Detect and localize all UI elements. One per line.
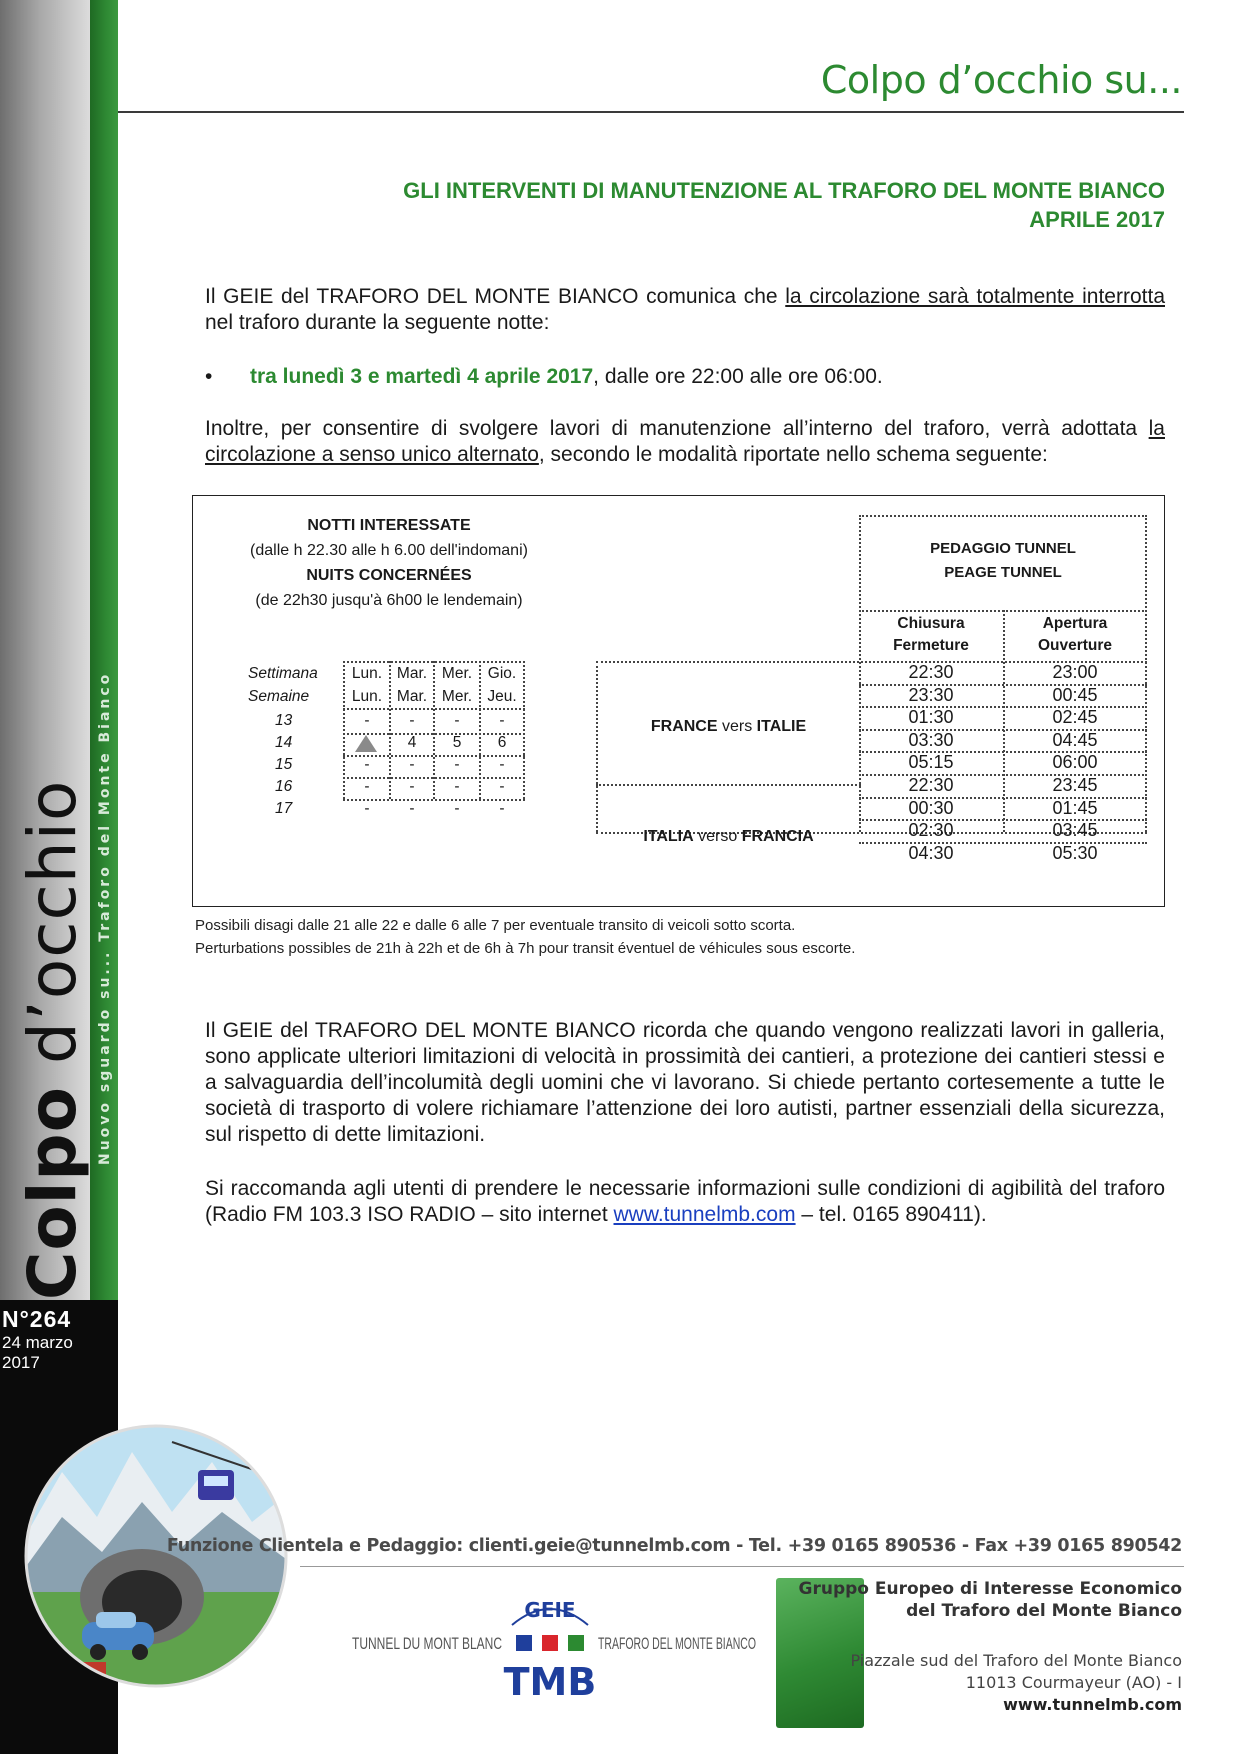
day-value: - <box>409 756 415 773</box>
closing-time: 23:30 <box>908 684 954 705</box>
week-number: 14 <box>275 734 293 751</box>
paragraph-closure <box>205 284 1165 336</box>
close-label-fr: Fermeture <box>893 637 969 654</box>
opening-time: 23:45 <box>1052 775 1098 795</box>
nights-fr-title: NUITS CONCERNÉES <box>306 567 472 584</box>
footer-website[interactable]: www.tunnelmb.com <box>1003 1695 1182 1714</box>
p4-suffix: – tel. 0165 890411). <box>795 1203 987 1226</box>
note-italian: Possibili disagi dalle 21 alle 22 e dalle 6 alle 7 per eventuale transito di veicoli sotto scorta. <box>195 917 796 934</box>
closing-time: 03:30 <box>908 729 954 750</box>
day-value: - <box>409 800 415 817</box>
day-value: - <box>454 800 460 817</box>
vertical-brand-title: Colpo d’occhio <box>14 779 91 1300</box>
org-line-2: del Traforo del Monte Bianco <box>906 1601 1182 1621</box>
organization-name <box>799 1578 1183 1622</box>
day-value: - <box>364 756 370 773</box>
grid-line <box>343 708 525 710</box>
p1-suffix: nel traforo durante la seguente notte: <box>205 311 550 334</box>
paragraph-alternating <box>205 416 1165 468</box>
opening-time: 03:45 <box>1052 820 1098 841</box>
vertical-tagline: Nuovo sguardo su... Traforo del Monte Bianco <box>97 671 113 1165</box>
day-header-fr: Mer. <box>441 688 473 705</box>
p1-text: Il GEIE del TRAFORO DEL MONTE BIANCO comunica che <box>205 285 786 308</box>
bullet-dot-icon: • <box>205 365 213 388</box>
day-value: - <box>409 712 415 729</box>
header-divider <box>118 111 1184 113</box>
logo-right-text: TRAFORO DEL MONTE BIANCO <box>598 1634 756 1653</box>
day-value: - <box>499 778 505 795</box>
document-subtitle: APRILE 2017 <box>1029 207 1165 232</box>
footer-contact: Funzione Clientela e Pedaggio: clienti.geie@tunnelmb.com - Tel. +39 0165 890536 - Fax +39 0165 890542 <box>166 1536 1182 1556</box>
closing-time: 00:30 <box>908 797 954 818</box>
org-line-1: Gruppo Europeo di Interesse Economico <box>798 1579 1182 1599</box>
dir1-verso: vers <box>717 718 757 735</box>
note-french: Perturbations possibles de 21h à 22h et de 6h à 7h pour transit éventuel de véhicules sous escorte. <box>195 940 856 957</box>
direction-france-italy <box>596 718 861 736</box>
week-label-it: Settimana <box>248 665 318 682</box>
nights-it-title: NOTTI INTERESSATE <box>307 517 471 534</box>
day-header-fr: Jeu. <box>487 688 517 705</box>
week-label-fr: Semaine <box>248 688 310 705</box>
dir2-from: ITALIA <box>643 828 694 845</box>
address-line-1: Piazzale sud del Traforo del Monte Bianco <box>850 1651 1182 1670</box>
issue-date: 24 marzo <box>2 1333 73 1352</box>
issue-number: N°264 <box>2 1306 72 1332</box>
logo-left-text: TUNNEL DU MONT BLANC <box>352 1634 502 1653</box>
nights-fr-sub: (de 22h30 jusqu'à 6h00 le lendemain) <box>255 592 523 609</box>
dir2-verso: verso <box>693 828 742 845</box>
logo-geie-text: GEIE <box>524 1598 576 1622</box>
schedule-table <box>192 495 1165 907</box>
geie-tmb-logo <box>352 1585 762 1705</box>
day-header-it: Mar. <box>396 665 428 682</box>
closing-time: 05:15 <box>908 752 954 773</box>
day-value: - <box>454 712 460 729</box>
week-number: 17 <box>275 800 293 817</box>
p2-text: Inoltre, per consentire di svolgere lavori di manutenzione all’interno del traforo, verrà adottata <box>205 417 1149 440</box>
toll-title-it: PEDAGGIO TUNNEL <box>930 540 1076 557</box>
organization-address <box>850 1636 1182 1716</box>
closing-time: 22:30 <box>908 662 954 682</box>
opening-time: 05:30 <box>1052 842 1098 863</box>
closing-time: 02:30 <box>908 820 954 841</box>
open-label-fr: Ouverture <box>1037 637 1113 654</box>
opening-time: 01:45 <box>1052 797 1098 818</box>
bullet-hours: , dalle ore 22:00 alle ore 06:00. <box>593 365 883 388</box>
footer-divider <box>300 1566 1184 1567</box>
logo-tmb-text: TMB <box>503 1660 597 1704</box>
closing-time: 04:30 <box>908 842 954 863</box>
dir2-to: FRANCIA <box>741 828 814 845</box>
grid-line <box>343 661 525 663</box>
document-title: GLI INTERVENTI DI MANUTENZIONE AL TRAFORO DEL MONTE BIANCO <box>403 178 1165 203</box>
warning-triangle-icon <box>355 735 377 752</box>
week-number: 16 <box>275 778 293 795</box>
header-title: Colpo d’occhio su... <box>820 58 1182 102</box>
p1-underlined: la circolazione sarà totalmente interrotta <box>785 285 1165 308</box>
tunnel-illustration <box>22 1422 290 1690</box>
p4-text: Si raccomanda agli utenti di prendere le necessarie informazioni sulle condizioni di agibilità del traforo (Radio FM 103.3 ISO RADIO – sito internet <box>205 1177 1165 1226</box>
day-header-fr: Mar. <box>396 688 428 705</box>
website-link[interactable]: www.tunnelmb.com <box>613 1203 796 1226</box>
paragraph-speed-limits: Il GEIE del TRAFORO DEL MONTE BIANCO ricorda che quando vengono realizzati lavori in galleria, sono applicate ulteriori limitazioni di velocità in prossimità dei cantieri, a protezione dei cantieri stessi e a salvaguardia dell’incolumità degli uomini che vi lavorano. Si chiede pertanto cortesemente a tutte le società di trasporto di volere richiamare l’attenzione dei loro autisti, partner essenziali della sicurezza, sul rispetto di dette limitazioni. <box>205 1019 1165 1146</box>
opening-time: 04:45 <box>1052 729 1098 750</box>
direction-italy-france <box>596 828 861 846</box>
opening-time: 23:00 <box>1052 662 1098 682</box>
issue-year: 2017 <box>2 1353 40 1372</box>
opening-time: 06:00 <box>1052 752 1098 773</box>
day-value: - <box>409 778 415 795</box>
dir1-from: FRANCE <box>650 718 718 735</box>
day-value: - <box>499 756 505 773</box>
day-value: - <box>364 800 370 817</box>
day-header-it: Mer. <box>441 665 473 682</box>
toll-title-fr: PEAGE TUNNEL <box>944 564 1062 581</box>
bullet-date: tra lunedì 3 e martedì 4 aprile 2017 <box>250 365 594 388</box>
issue-info <box>0 1300 118 1373</box>
day-value: - <box>499 712 505 729</box>
day-value: - <box>364 712 370 729</box>
day-value: 4 <box>407 734 417 751</box>
opening-time: 02:45 <box>1052 707 1098 728</box>
address-line-2: 11013 Courmayeur (AO) - I <box>965 1673 1182 1692</box>
day-value: - <box>364 778 370 795</box>
day-value: - <box>454 756 460 773</box>
closing-time: 22:30 <box>908 775 954 795</box>
day-header-it: Gio. <box>487 665 517 682</box>
day-header-fr: Lun. <box>351 688 383 705</box>
paragraph-info <box>205 1176 1165 1228</box>
p2-underlined: la circolazione a senso unico alternato <box>205 417 1165 466</box>
close-label-it: Chiusura <box>897 615 965 632</box>
week-number: 15 <box>275 756 293 773</box>
nights-it-sub: (dalle h 22.30 alle h 6.00 dell'indomani) <box>250 542 528 559</box>
opening-time: 00:45 <box>1052 684 1098 705</box>
dir1-to: ITALIE <box>756 718 807 735</box>
schedule-notes <box>195 914 855 960</box>
day-header-it: Lun. <box>351 665 383 682</box>
day-value: 6 <box>497 734 507 751</box>
day-value: - <box>499 800 505 817</box>
week-number: 13 <box>275 712 293 729</box>
p2-suffix: , secondo le modalità riportate nello schema seguente: <box>538 443 1048 466</box>
day-value: 5 <box>452 734 462 751</box>
day-value: - <box>454 778 460 795</box>
open-label-it: Apertura <box>1042 615 1108 632</box>
closing-time: 01:30 <box>908 707 954 728</box>
